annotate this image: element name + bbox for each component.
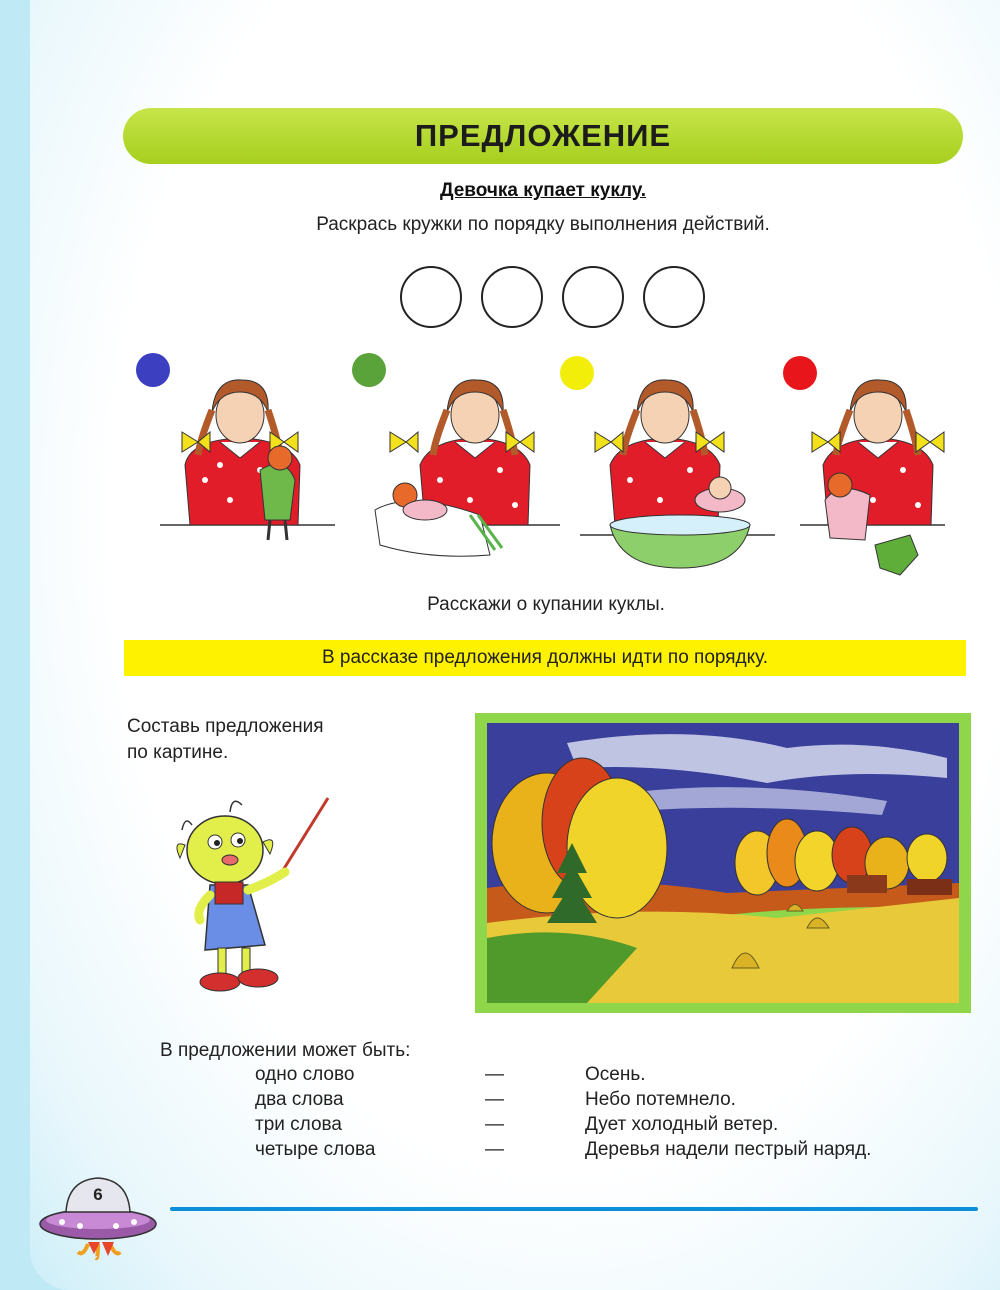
page-number: 6: [93, 1185, 103, 1204]
tell-prompt: Расскажи о купании куклы.: [427, 594, 665, 615]
word-count: три слова: [255, 1114, 342, 1135]
title-banner: [123, 108, 963, 164]
example-sentence: Девочка купает куклу.: [439, 180, 647, 201]
coloring-instruction: Раскрась кружки по порядку выполнения действий.: [316, 214, 770, 235]
compose-line-2: по картине.: [127, 742, 229, 763]
word-count: четыре слова: [255, 1139, 376, 1160]
example-sentence: Дует холодный ветер.: [585, 1114, 779, 1135]
footer-line: [170, 1207, 978, 1211]
compose-instruction: [127, 714, 324, 766]
ufo-page-badge: [38, 1162, 163, 1262]
autumn-painting-frame: [475, 713, 971, 1013]
dash: —: [485, 1089, 504, 1110]
answer-circles: [400, 266, 705, 328]
dash: —: [485, 1139, 504, 1160]
alien-character: [170, 790, 340, 1020]
dash: —: [485, 1114, 504, 1135]
word-count: одно слово: [255, 1064, 355, 1085]
answer-circle-1[interactable]: [400, 266, 462, 328]
answer-circle-2[interactable]: [481, 266, 543, 328]
scene-towel: [370, 370, 565, 560]
rules-heading: В предложении может быть:: [160, 1040, 411, 1061]
answer-circle-3[interactable]: [562, 266, 624, 328]
example-sentence: Деревья надели пестрый наряд.: [585, 1139, 872, 1160]
scene-bathing: [580, 370, 780, 570]
example-sentence: Небо потемнело.: [585, 1089, 736, 1110]
word-count: два слова: [255, 1089, 344, 1110]
compose-line-1: Составь предложения: [127, 716, 324, 737]
rule-banner: [124, 640, 966, 676]
scene-dressing-doll: [160, 370, 340, 545]
scene-wrapping: [800, 370, 960, 580]
example-sentence: Осень.: [585, 1064, 646, 1085]
autumn-landscape-image: [487, 723, 959, 1003]
answer-circle-4[interactable]: [643, 266, 705, 328]
dash: —: [485, 1064, 504, 1085]
rule-banner-text: В рассказе предложения должны идти по порядку.: [321, 647, 769, 668]
page-title: ПРЕДЛОЖЕНИЕ: [414, 118, 672, 153]
